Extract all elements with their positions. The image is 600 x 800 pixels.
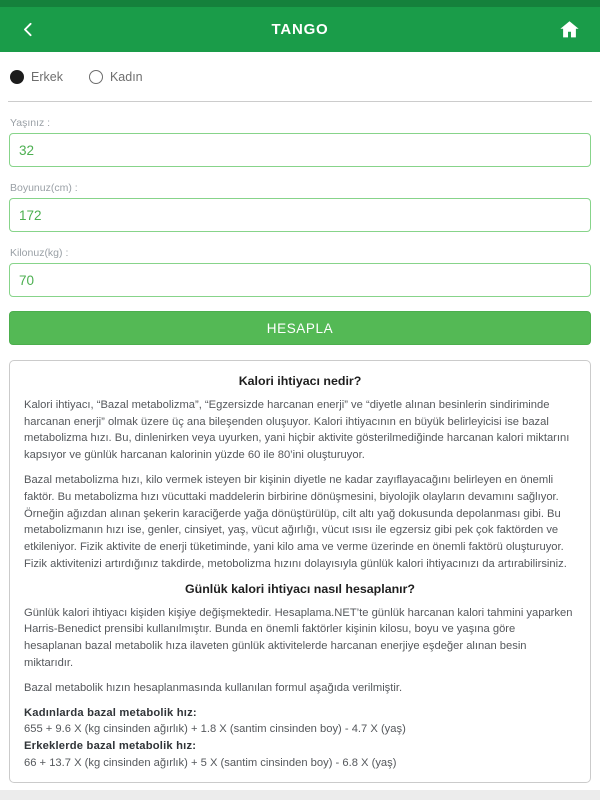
age-input[interactable] bbox=[9, 133, 591, 167]
paragraph-3: Günlük kalori ihtiyacı kişiden kişiye değişmektedir. Hesaplama.NET’te günlük harcanan kalori tahmini yaparken Harris-Benedict prensibi kullanılmıştır. Bunda en önemli faktörler kişinin kilosu, boyu ve yaşına göre hesaplanan bazal metabolik hıza ilaveten günlük aktivitelerde harcanan enerjiye eşdeğer alınan besin miktarıdır. bbox=[24, 606, 573, 669]
chevron-left-icon bbox=[20, 21, 37, 38]
formula-women: 655 + 9.6 X (kg cinsinden ağırlık) + 1.8 X (santim cinsinden boy) - 4.7 X (yaş) bbox=[24, 723, 406, 736]
bottom-strip bbox=[0, 790, 600, 800]
radio-option-erkek[interactable] bbox=[10, 70, 63, 84]
back-button[interactable] bbox=[16, 17, 41, 42]
paragraph-1: Kalori ihtiyacı, “Bazal metabolizma”, “Egzersizde harcanan enerji” ve “diyetle alınan besinlerin sindiriminde harcanan enerji” olmak üzere üç ana bileşenden oluşuyor. Kalori ihtiyacının en büyük belirleyicisi ise bazal metabolizma hızı. Bu, dinlenirken veya uyurken, yani hiçbir aktivite gösterilmediğinde harcanan kalori miktarını kapsıyor ve günlük harcanan kalorinin yüzde 60 ile 80’ini oluşturuyor. bbox=[24, 398, 570, 462]
radio-option-kadin[interactable] bbox=[89, 70, 143, 84]
calculate-button[interactable]: HESAPLA bbox=[9, 311, 591, 345]
page-title: TANGO bbox=[271, 21, 329, 38]
radio-label-kadin: Kadın bbox=[109, 70, 143, 84]
age-label: Yaşınız : bbox=[10, 117, 51, 129]
section1-heading: Kalori ihtiyacı nedir? bbox=[238, 374, 362, 388]
paragraph-2: Bazal metabolizma hızı, kilo vermek isteyen bir kişinin diyetle ne kadar zayıflayacağını belirleyen en önemli faktör. Bu metabolizma hızı vücuttaki maddelerin birbirine dönüşmesini, biyolojik olayların devamını sağlıyor. Örneğin ağızdan alınan şekerin karaciğerde yağa dönüştürülüp, cilt altı yağ dokusunda depolanması gibi. Bu metabolizmanın hızı ise, genler, cinsiyet, yaş, vücut ağırlığı, vücut ısısı ile egzersiz gibi pek çok faktörden ve etkileniyor. Fizik aktivite de enerji tüketiminde, yani kilo ama ve verme üzerinde en önemli faktörü oluşturuyor. Fizik aktivitenizi artırdığınız takdirde, metobolizma hızını dolayısıyla günlük kalori ihtiyacınızı da artırabilirsiniz. bbox=[24, 473, 567, 570]
weight-label: Kilonuz(kg) : bbox=[10, 247, 69, 259]
height-input[interactable] bbox=[9, 198, 591, 232]
info-card bbox=[9, 360, 591, 783]
divider bbox=[8, 101, 592, 102]
radio-label-erkek: Erkek bbox=[31, 70, 63, 84]
home-button[interactable] bbox=[555, 15, 584, 44]
formula-men-title: Erkeklerde bazal metabolik hız: bbox=[24, 740, 197, 753]
formula-women-title: Kadınlarda bazal metabolik hız: bbox=[24, 706, 197, 719]
formula-men: 66 + 13.7 X (kg cinsinden ağırlık) + 5 X (santim cinsinden boy) - 6.8 X (yaş) bbox=[24, 756, 397, 769]
section2-heading: Günlük kalori ihtiyacı nasıl hesaplanır? bbox=[185, 581, 415, 596]
status-bar bbox=[0, 0, 600, 7]
radio-selected-icon bbox=[10, 70, 24, 84]
app-bar bbox=[0, 7, 600, 52]
gender-radio-group bbox=[10, 69, 600, 85]
paragraph-4: Bazal metabolik hızın hesaplanmasında kullanılan formul aşağıda verilmiştir. bbox=[24, 681, 403, 694]
weight-input[interactable] bbox=[9, 263, 591, 297]
home-icon bbox=[559, 19, 580, 40]
radio-unselected-icon bbox=[89, 70, 103, 84]
formula-block bbox=[24, 705, 576, 772]
height-label: Boyunuz(cm) : bbox=[10, 182, 78, 194]
